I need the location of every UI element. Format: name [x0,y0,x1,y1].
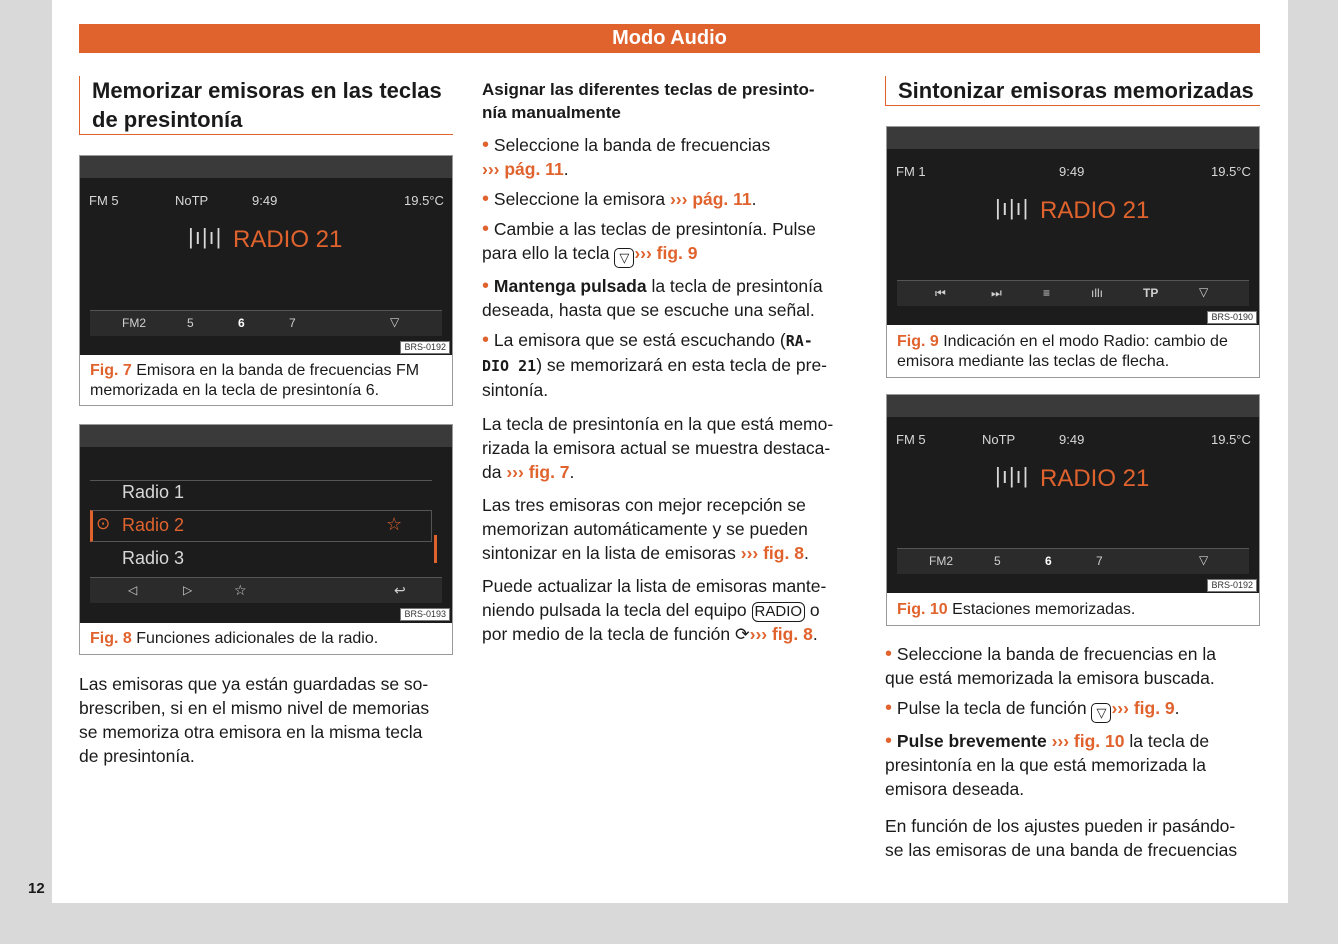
preset-bar [90,310,442,336]
scrollbar[interactable] [434,535,437,563]
preset-6[interactable]: 6 [238,316,245,330]
list-item[interactable]: Radio 1 [122,482,185,502]
figure-code: BRS-0192 [1207,579,1257,592]
band-label: FM 5 [896,432,926,447]
preset-7[interactable]: 7 [289,316,296,330]
signal-icon: |ı|ı| [995,463,1030,488]
station-name: RADIO 21 [1040,197,1150,224]
preset-5[interactable]: 5 [187,316,194,330]
paragraph: Las emisoras que ya están guardadas se so- brescriben, si en el mismo nivel de memorias se memoriza otra emisora en la misma tecla de presintonía. [79,674,430,766]
control-bar [897,280,1249,306]
figure-caption: Fig. 9 Indicación en el modo Radio: cambio de emisora mediante las teclas de flecha. [897,333,1228,370]
heading-memorizar: Memorizar emisoras en las teclas de presintonía [79,76,453,135]
preset-5[interactable]: 5 [994,554,1001,568]
radio-screen [887,127,1259,325]
figure-7 [79,155,453,406]
notp-label: NoTP [175,193,209,208]
back-icon[interactable]: ↩ [394,582,406,598]
list-icon[interactable]: ≡ [1043,286,1051,300]
paragraph: En función de los ajustes pueden ir pasándo- se las emisoras de una banda de frecuencias [885,816,1238,860]
link-fig-10[interactable]: ››› fig. 10 [1051,731,1125,751]
time-label: 9:49 [252,193,278,208]
band-label: FM 1 [896,164,926,179]
star-icon[interactable]: ☆ [386,514,403,534]
temp-label: 19.5°C [1211,164,1251,179]
notp-label: NoTP [982,432,1016,447]
page-number: 12 [28,880,45,897]
band-label: FM 5 [89,193,119,208]
link-pag-11[interactable]: ››› pág. 11 [482,159,564,179]
list-item[interactable]: Radio 3 [122,548,185,568]
link-fig-7[interactable]: ››› fig. 7 [506,462,570,482]
tp-button[interactable]: TP [1143,286,1159,300]
preset-7[interactable]: 7 [1096,554,1103,568]
preset-bar [897,548,1249,574]
paragraph: La tecla de presintonía en la que está memo- rizada la emisora actual se muestra destaca- da ››› fig. 7. [482,414,834,482]
next-station-icon[interactable]: ⏭ [991,286,1002,300]
radio-screen [80,156,452,355]
paragraph: Las tres emisoras con mejor recepción se memorizan automáticamente y se pueden sintonizar en la lista de emisoras ››› fig. 8. [482,495,809,563]
paragraph: Puede actualizar la lista de emisoras mante- niendo pulsada la tecla del equipo RADIO o por medio de la tecla de función ⟳››› fig. 8. [482,576,827,644]
figure-caption: Fig. 10 Estaciones memorizadas. [897,601,1136,618]
star-icon[interactable]: ☆ [234,582,247,598]
figure-8 [79,424,453,655]
refresh-icon: ⟳ [734,624,750,644]
figure-code: BRS-0193 [400,608,450,621]
preset-6[interactable]: 6 [1045,554,1052,568]
down-key-icon: ▽ [1091,703,1111,723]
figure-10 [886,394,1260,626]
link-fig-8[interactable]: ››› fig. 8 [740,543,804,563]
radio-key: RADIO [752,602,806,622]
down-arrow-icon[interactable]: ▽ [1199,285,1209,299]
next-icon[interactable]: ▷ [183,583,193,597]
subheading-asignar: Asignar las diferentes teclas de presinto- nía manualmente [482,80,815,122]
bullet-list: • Seleccione la banda de frecuencias en la que está memorizada la emisora buscada. • Pulse la tecla de función ▽ ››› fig. 9. • Pulse brevemente ››› fig. 10 la tecla de presintonía en la que está memorizada la emisora deseada. [885,643,1217,799]
list-toolbar [90,577,442,603]
radio-screen [887,395,1259,593]
temp-label: 19.5°C [1211,432,1251,447]
down-arrow-icon[interactable]: ▽ [390,315,400,329]
down-arrow-icon[interactable]: ▽ [1199,553,1209,567]
signal-icon: |ı|ı| [188,224,223,249]
station-name: RADIO 21 [233,226,343,253]
down-key-icon: ▽ [614,248,634,268]
time-label: 9:49 [1059,164,1085,179]
figure-9 [886,126,1260,378]
play-icon: ⊙ [96,514,111,533]
station-name: RADIO 21 [1040,465,1150,492]
link-pag-11[interactable]: ››› pág. 11 [669,189,752,209]
scan-icon[interactable]: ıllı [1091,286,1103,300]
radio-list-screen [80,425,452,623]
preset-fm2[interactable]: FM2 [122,316,146,330]
signal-icon: |ı|ı| [995,195,1030,220]
link-fig-8[interactable]: ››› fig. 8 [749,624,813,644]
prev-icon[interactable]: ◁ [128,583,138,597]
heading-sintonizar: Sintonizar emisoras memorizadas [885,76,1260,106]
preset-fm2[interactable]: FM2 [929,554,953,568]
figure-code: BRS-0192 [400,341,450,354]
figure-code: BRS-0190 [1207,311,1257,324]
time-label: 9:49 [1059,432,1085,447]
temp-label: 19.5°C [404,193,444,208]
previous-station-icon[interactable]: ⏮ [935,286,946,300]
figure-caption: Fig. 7 Emisora en la banda de frecuencias FM memorizada en la tecla de presintonía 6. [90,362,420,399]
link-fig-9[interactable]: ››› fig. 9 [634,243,698,263]
figure-caption: Fig. 8 Funciones adicionales de la radio. [90,630,379,647]
link-fig-9[interactable]: ››› fig. 9 [1111,698,1175,718]
bullet-list: • Seleccione la banda de frecuencias ››› pág. 11. • Seleccione la emisora ››› pág. 11. • Cambie a las teclas de presintonía. Pulse para ello la tecla ▽ ››› fig. 9 • Mantenga pulsada la tecla de presintonía deseada, hasta que se escuche una señal. • La emisora que se está escuchando (RA- DIO 21) se memorizará en esta tecla de pre- sintonía. [482,134,828,400]
section-banner: Modo Audio [79,24,1260,53]
list-item[interactable]: Radio 2 [122,515,185,535]
